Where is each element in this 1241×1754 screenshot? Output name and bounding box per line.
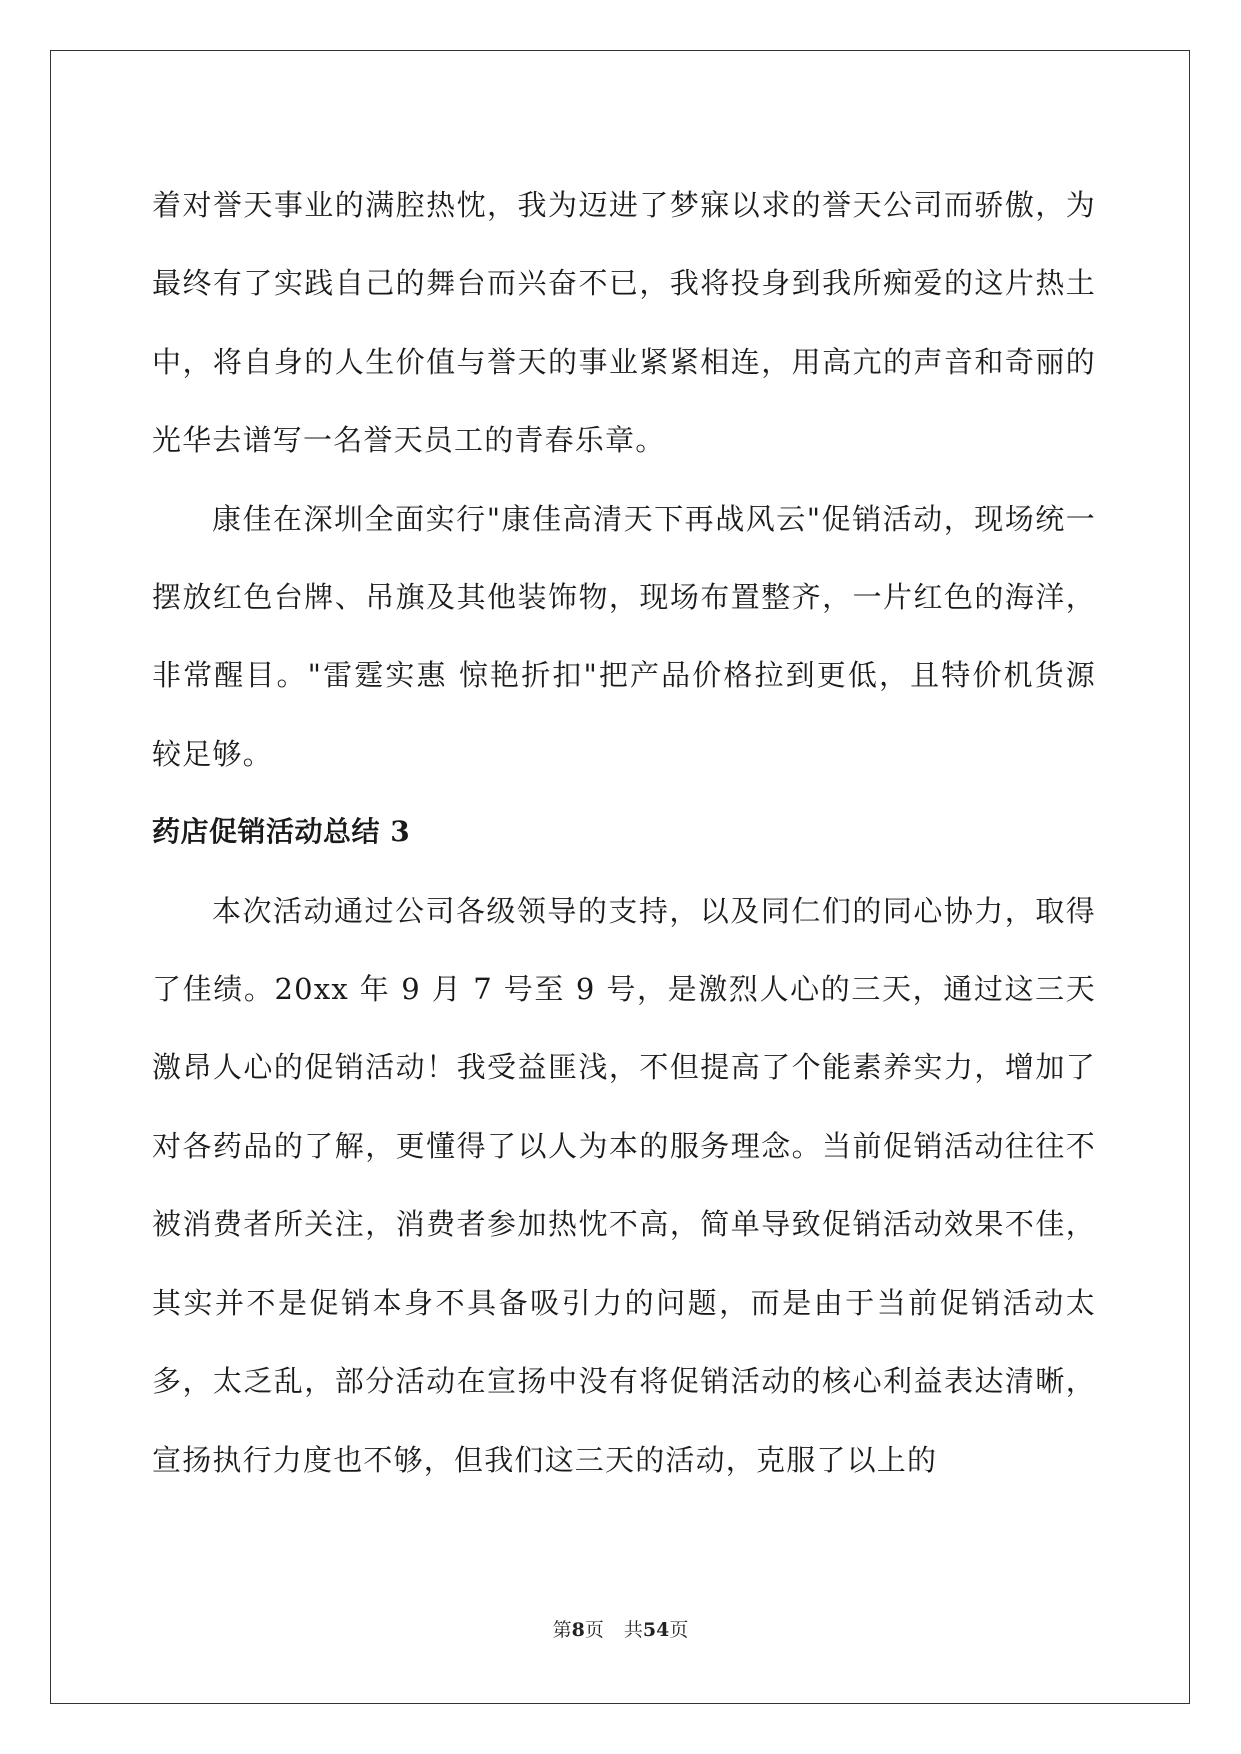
section-heading: 药店促销活动总结 3 (152, 815, 411, 849)
page-suffix: 页 (584, 1619, 604, 1641)
document-body (152, 166, 1096, 1499)
page-footer (0, 1618, 1241, 1642)
page-current: 8 (571, 1619, 585, 1641)
page-prefix: 第 (552, 1619, 572, 1641)
total-suffix: 页 (669, 1619, 689, 1641)
paragraph-2: 康佳在深圳全面实行"康佳高清天下再战风云"促销活动，现场统一摆放红色台牌、吊旗及其他装饰物，现场布置整齐，一片红色的海洋，非常醒目。"雷霆实惠 惊艳折扣"把产品价格拉到更低，且特价机货源较足够。 (152, 501, 1096, 771)
paragraph-3: 本次活动通过公司各级领导的支持，以及同仁们的同心协力，取得了佳绩。20xx 年 9 月 7 号至 9 号，是激烈人心的三天，通过这三天激昂人心的促销活动！我受益匪浅，不但提高了个能素养实力，增加了对各药品的了解，更懂得了以人为本的服务理念。当前促销活动往往不被消费者所关注，消费者参加热忱不高，简单导致促销活动效果不佳，其实并不是促销本身不具备吸引力的问题，而是由于当前促销活动太多，太乏乱，部分活动在宣扬中没有将促销活动的核心利益表达清晰，宣扬执行力度也不够，但我们这三天的活动，克服了以上的 (152, 893, 1096, 1477)
paragraph-1: 着对誉天事业的满腔热忱，我为迈进了梦寐以求的誉天公司而骄傲，为最终有了实践自己的舞台而兴奋不已，我将投身到我所痴爱的这片热土中，将自身的人生价值与誉天的事业紧紧相连，用高亢的声音和奇丽的光华去谱写一名誉天员工的青春乐章。 (152, 188, 1096, 458)
page-total: 54 (642, 1619, 670, 1641)
total-prefix: 共 (623, 1619, 643, 1641)
